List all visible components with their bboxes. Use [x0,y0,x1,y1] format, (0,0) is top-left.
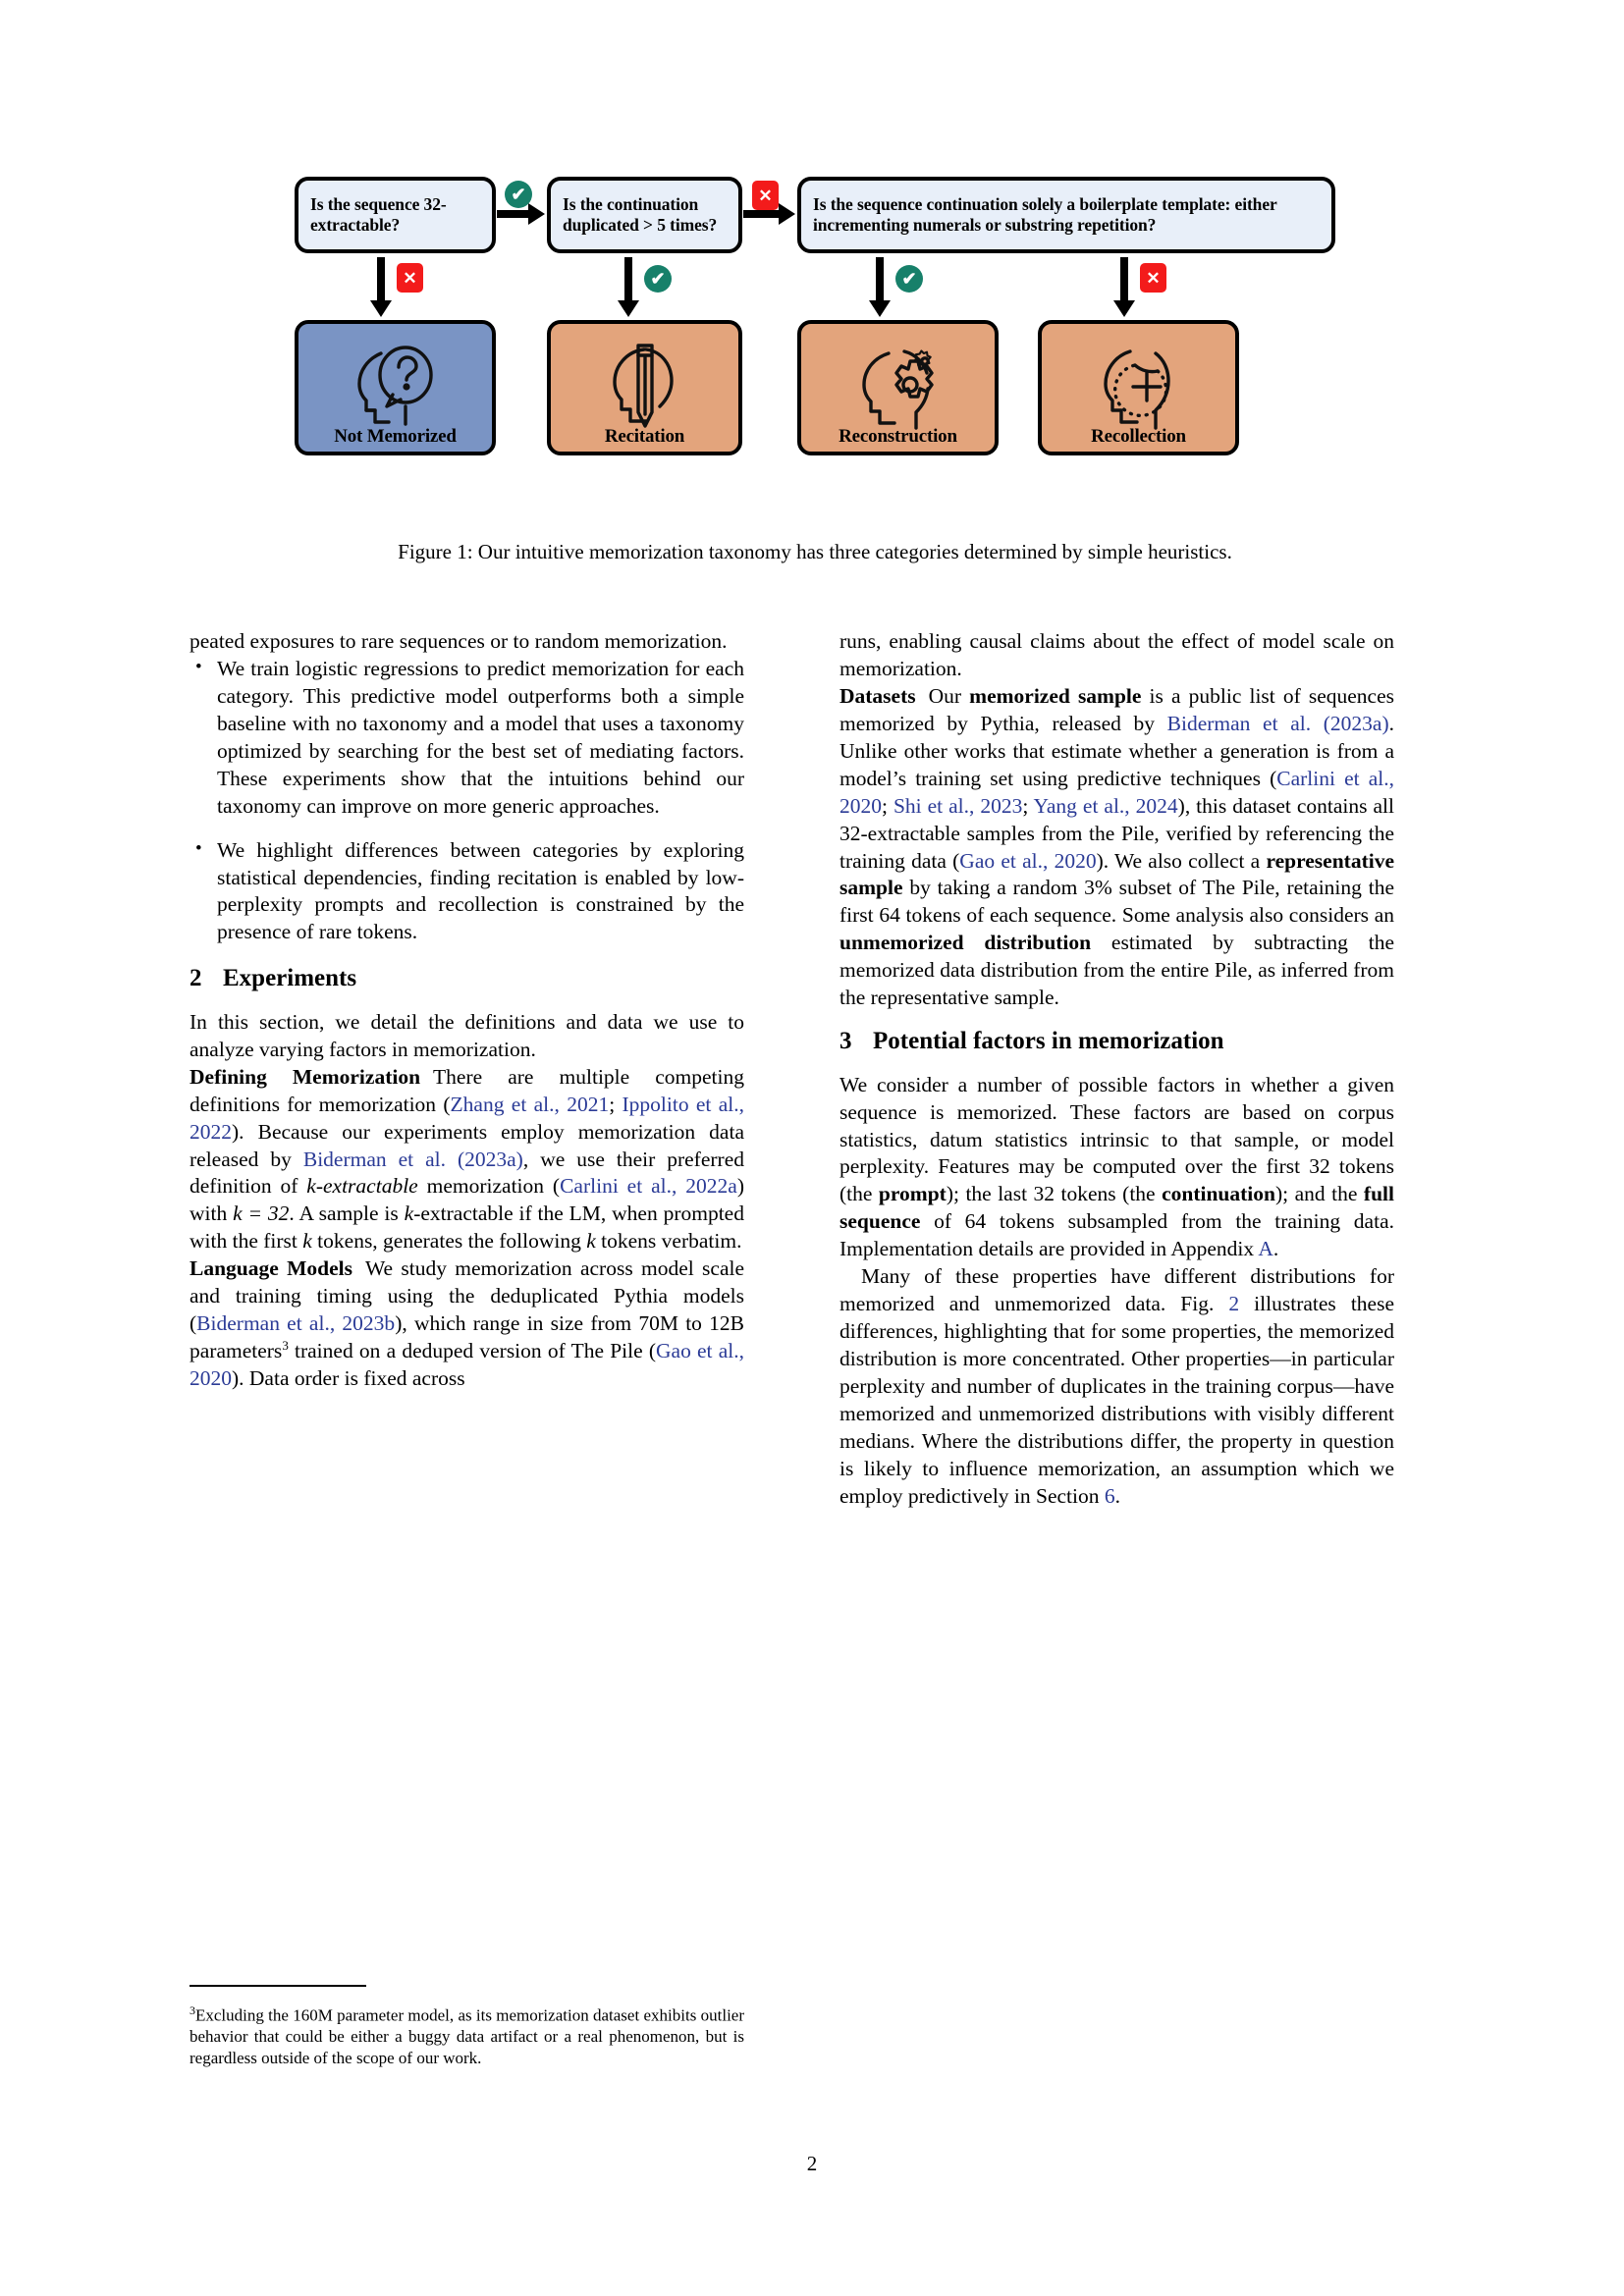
bold-memorized-sample: memorized sample [969,683,1142,708]
bold-full-sequence: full sequence [839,1182,1394,1234]
math-k-1: k [404,1201,414,1226]
cross-icon: ✕ [1146,268,1161,288]
paragraph-factors [839,1072,1394,1264]
math-k-2: k [302,1229,312,1254]
bold-continuation: continuation [1162,1182,1275,1206]
text-run: We consider a number of possible factors in whether a given sequence is memorized. These factors are based on corpus statistics, datum statistics intrinsic to that sample, or model perplexity. Features may be computed over the first 32 tokens (the [839,1072,1394,1206]
section-title: Potential factors in memorization [873,1028,1224,1055]
contribution-bullets [189,656,744,946]
bold-prompt: prompt [878,1182,947,1206]
text-run: ; [882,793,893,818]
citation-carlini-2022a[interactable]: Carlini et al., 2022a [560,1174,737,1199]
badge-check-q2-down [644,265,672,293]
math-k-3: k [586,1229,596,1254]
section-title: Experiments [223,965,357,992]
check-icon: ✔ [901,269,917,289]
link-figure-2[interactable]: 2 [1228,1292,1240,1316]
text-run: , we use their preferred definition of [189,1147,744,1199]
head-question-icon [352,338,440,437]
paragraph-carryover: peated exposures to rare sequences or to random memorization. [189,629,728,653]
citation-biderman-2023b[interactable]: Biderman et al., 2023b [196,1311,396,1336]
head-gears-icon [853,338,944,437]
text-run: . [1272,1237,1279,1261]
footnote-rule [189,1985,366,1987]
list-item [189,837,744,947]
text-run: ). Data order is fixed across [232,1366,465,1391]
list-item [189,656,744,821]
paragraph-language-models [189,1255,744,1393]
section-number: 2 [189,965,202,992]
text-run: memorization ( [417,1174,561,1199]
left-column [189,628,744,1393]
text-run: ; [609,1092,623,1116]
section-heading-potential-factors [839,1026,1394,1058]
runin-heading-language-models: Language Models [189,1256,352,1281]
paragraph-carryover-right: runs, enabling causal claims about the effect of model scale on memorization. [839,629,1394,680]
text-run: of 64 tokens subsampled from the training data. Implementation details are provided in Appendix [839,1209,1394,1261]
citation-ippolito-2022[interactable]: Ippolito et al., 2022 [189,1092,744,1144]
text-run: ; [1022,793,1034,818]
figure-caption: Figure 1: Our intuitive memorization taxonomy has three categories determined by simple heuristics. [398,540,1232,563]
text-run: ). Because our experiments employ memorization data released by [189,1119,744,1171]
figure-1 [295,177,1335,530]
category-box-reconstruction [797,320,999,455]
text-run: Our [928,683,970,708]
citation-yang-2024[interactable]: Yang et al., 2024 [1033,793,1178,818]
category-label-reconstruction: Reconstruction [839,426,957,447]
runin-heading-defining-memorization: Defining Memorization [189,1064,421,1089]
right-column [839,628,1394,1511]
paragraph-defining-memorization [189,1064,744,1256]
text-run: . A sample is [289,1201,405,1226]
bullet-text-1: We train logistic regressions to predict memorization for each category. This predictive model outperforms both a simple baseline with no taxonomy and a model that uses a taxonomy optimized by searching for the best set of mediating factors. These experiments show that the intuitions behind our taxonomy can improve on more generic approaches. [217,656,744,818]
text-run: tokens, generates the following [311,1229,587,1254]
paragraph-datasets [839,683,1394,1012]
question-box-2-text: Is the continuation duplicated > 5 times? [563,193,718,235]
badge-cross-q3-down-no [1140,263,1166,293]
text-run: Many of these properties have different distributions for memorized and unmemorized data. Fig. [839,1264,1394,1316]
bold-unmemorized-distribution: unmemorized distribution [839,931,1092,955]
cross-icon: ✕ [758,186,773,205]
section-heading-experiments [189,963,744,995]
citation-gao-2020[interactable]: Gao et al., 2020 [189,1339,744,1391]
text-run: ); the last 32 tokens (the [946,1182,1163,1206]
category-box-not-memorized [295,320,496,455]
text-run: by taking a random 3% subset of The Pile, retaining the first 64 tokens of each sequence. Some analysis also considers an [839,876,1394,928]
question-box-3-text: Is the sequence continuation solely a boilerplate template: either incrementing numerals or substring repetition? [813,193,1277,235]
citation-biderman-2023a-right-year[interactable]: (2023a) [1311,711,1389,735]
text-run: illustrates these differences, highlighting that for some properties, the memorized distribution is more concentrated. Other properties—in particular perplexity and number of duplicates in the training corpus—have memorized and unmemorized distributions with visibly different medians. Where the distributions differ, the property in question is likely to influence memorization, an assumption which we employ predictively in Section [839,1292,1394,1508]
text-run: . [1114,1483,1121,1508]
section-number: 3 [839,1028,852,1055]
text-run: ) with [189,1174,744,1226]
citation-carlini-2020[interactable]: Carlini et al., 2020 [839,766,1394,818]
badge-check-q3-down-yes [895,265,923,293]
paragraph-section2-intro: In this section, we detail the definitions and data we use to analyze varying factors in memorization. [189,1009,744,1061]
citation-biderman-2023a-year[interactable]: (2023a) [446,1147,523,1171]
runin-heading-datasets: Datasets [839,683,916,708]
citation-biderman-2023a-right[interactable]: Biderman et al. [1166,711,1312,735]
citation-zhang-2021[interactable]: Zhang et al., 2021 [450,1092,610,1116]
category-box-recollection [1038,320,1239,455]
text-run: ). We also collect a [1096,848,1267,873]
question-box-1 [295,177,496,253]
math-k-equals-32: k = 32 [233,1201,290,1226]
text-run: -extractable if the LM, when prompted with the first [189,1201,744,1254]
citation-gao-2020-right[interactable]: Gao et al., 2020 [959,848,1097,873]
paragraph-distributions [839,1263,1394,1510]
badge-check-q1-to-q2 [505,181,532,208]
question-box-2 [547,177,742,253]
text-run: . Unlike other works that estimate whether a generation is from a model’s training set using predictive techniques ( [839,711,1394,790]
footnote-area [189,1985,744,2086]
footnote-3 [189,2003,744,2069]
badge-cross-q2-to-q3 [752,181,779,210]
head-plus-icon [1095,338,1183,437]
cross-icon: ✕ [403,268,417,288]
check-icon: ✔ [650,269,666,289]
text-run: We study memorization across model scale and training timing using the deduplicated Pythia models ( [189,1256,745,1336]
text-run: ), this dataset contains all 32-extractable samples from the Pile, verified by referencing the training data ( [839,793,1394,873]
bold-representative-sample: representative sample [839,848,1394,900]
footnote-text: Excluding the 160M parameter model, as its memorization dataset exhibits outlier behavior that could be either a buggy data artifact or a real phenomenon, but is regardless outside of the scope of our work. [189,2005,744,2067]
text-run: tokens verbatim. [595,1229,742,1254]
link-section-6[interactable]: 6 [1104,1483,1115,1508]
text-run: estimated by subtracting the memorized data distribution from the entire Pile, as inferred from the representative sample. [839,931,1394,1010]
text-run: There are multiple competing definitions for memorization ( [189,1064,744,1116]
page-number: 2 [806,2152,818,2175]
bullet-text-2: We highlight differences between categories by exploring statistical dependencies, finding recitation is enabled by low-perplexity prompts and recollection is constrained by the presence of rare tokens. [217,837,744,944]
text-run: trained on a deduped version of The Pile ( [288,1339,656,1363]
head-pencil-icon [601,338,689,437]
citation-biderman-2023a[interactable]: Biderman et al. [302,1147,446,1171]
question-box-1-text: Is the sequence 32-extractable? [310,193,447,235]
link-appendix-a[interactable]: A [1258,1237,1273,1261]
italic-k-extractable: k-extractable [306,1174,418,1199]
footnote-marker-3: 3 [189,2002,195,2017]
text-run: is a public list of sequences memorized by Pythia, released by [839,683,1395,735]
badge-cross-q1-down [397,263,423,293]
question-box-3 [797,177,1335,253]
text-run: ), which range in size from 70M to 12B parameters [189,1311,744,1363]
text-run: ); and the [1274,1182,1364,1206]
footnote-reference-3[interactable]: 3 [282,1338,289,1354]
category-label-recollection: Recollection [1091,426,1186,447]
category-box-recitation [547,320,742,455]
category-label-not-memorized: Not Memorized [334,426,457,447]
category-label-recitation: Recitation [604,426,685,447]
check-icon: ✔ [511,185,526,204]
citation-shi-2023[interactable]: Shi et al., 2023 [893,793,1023,818]
